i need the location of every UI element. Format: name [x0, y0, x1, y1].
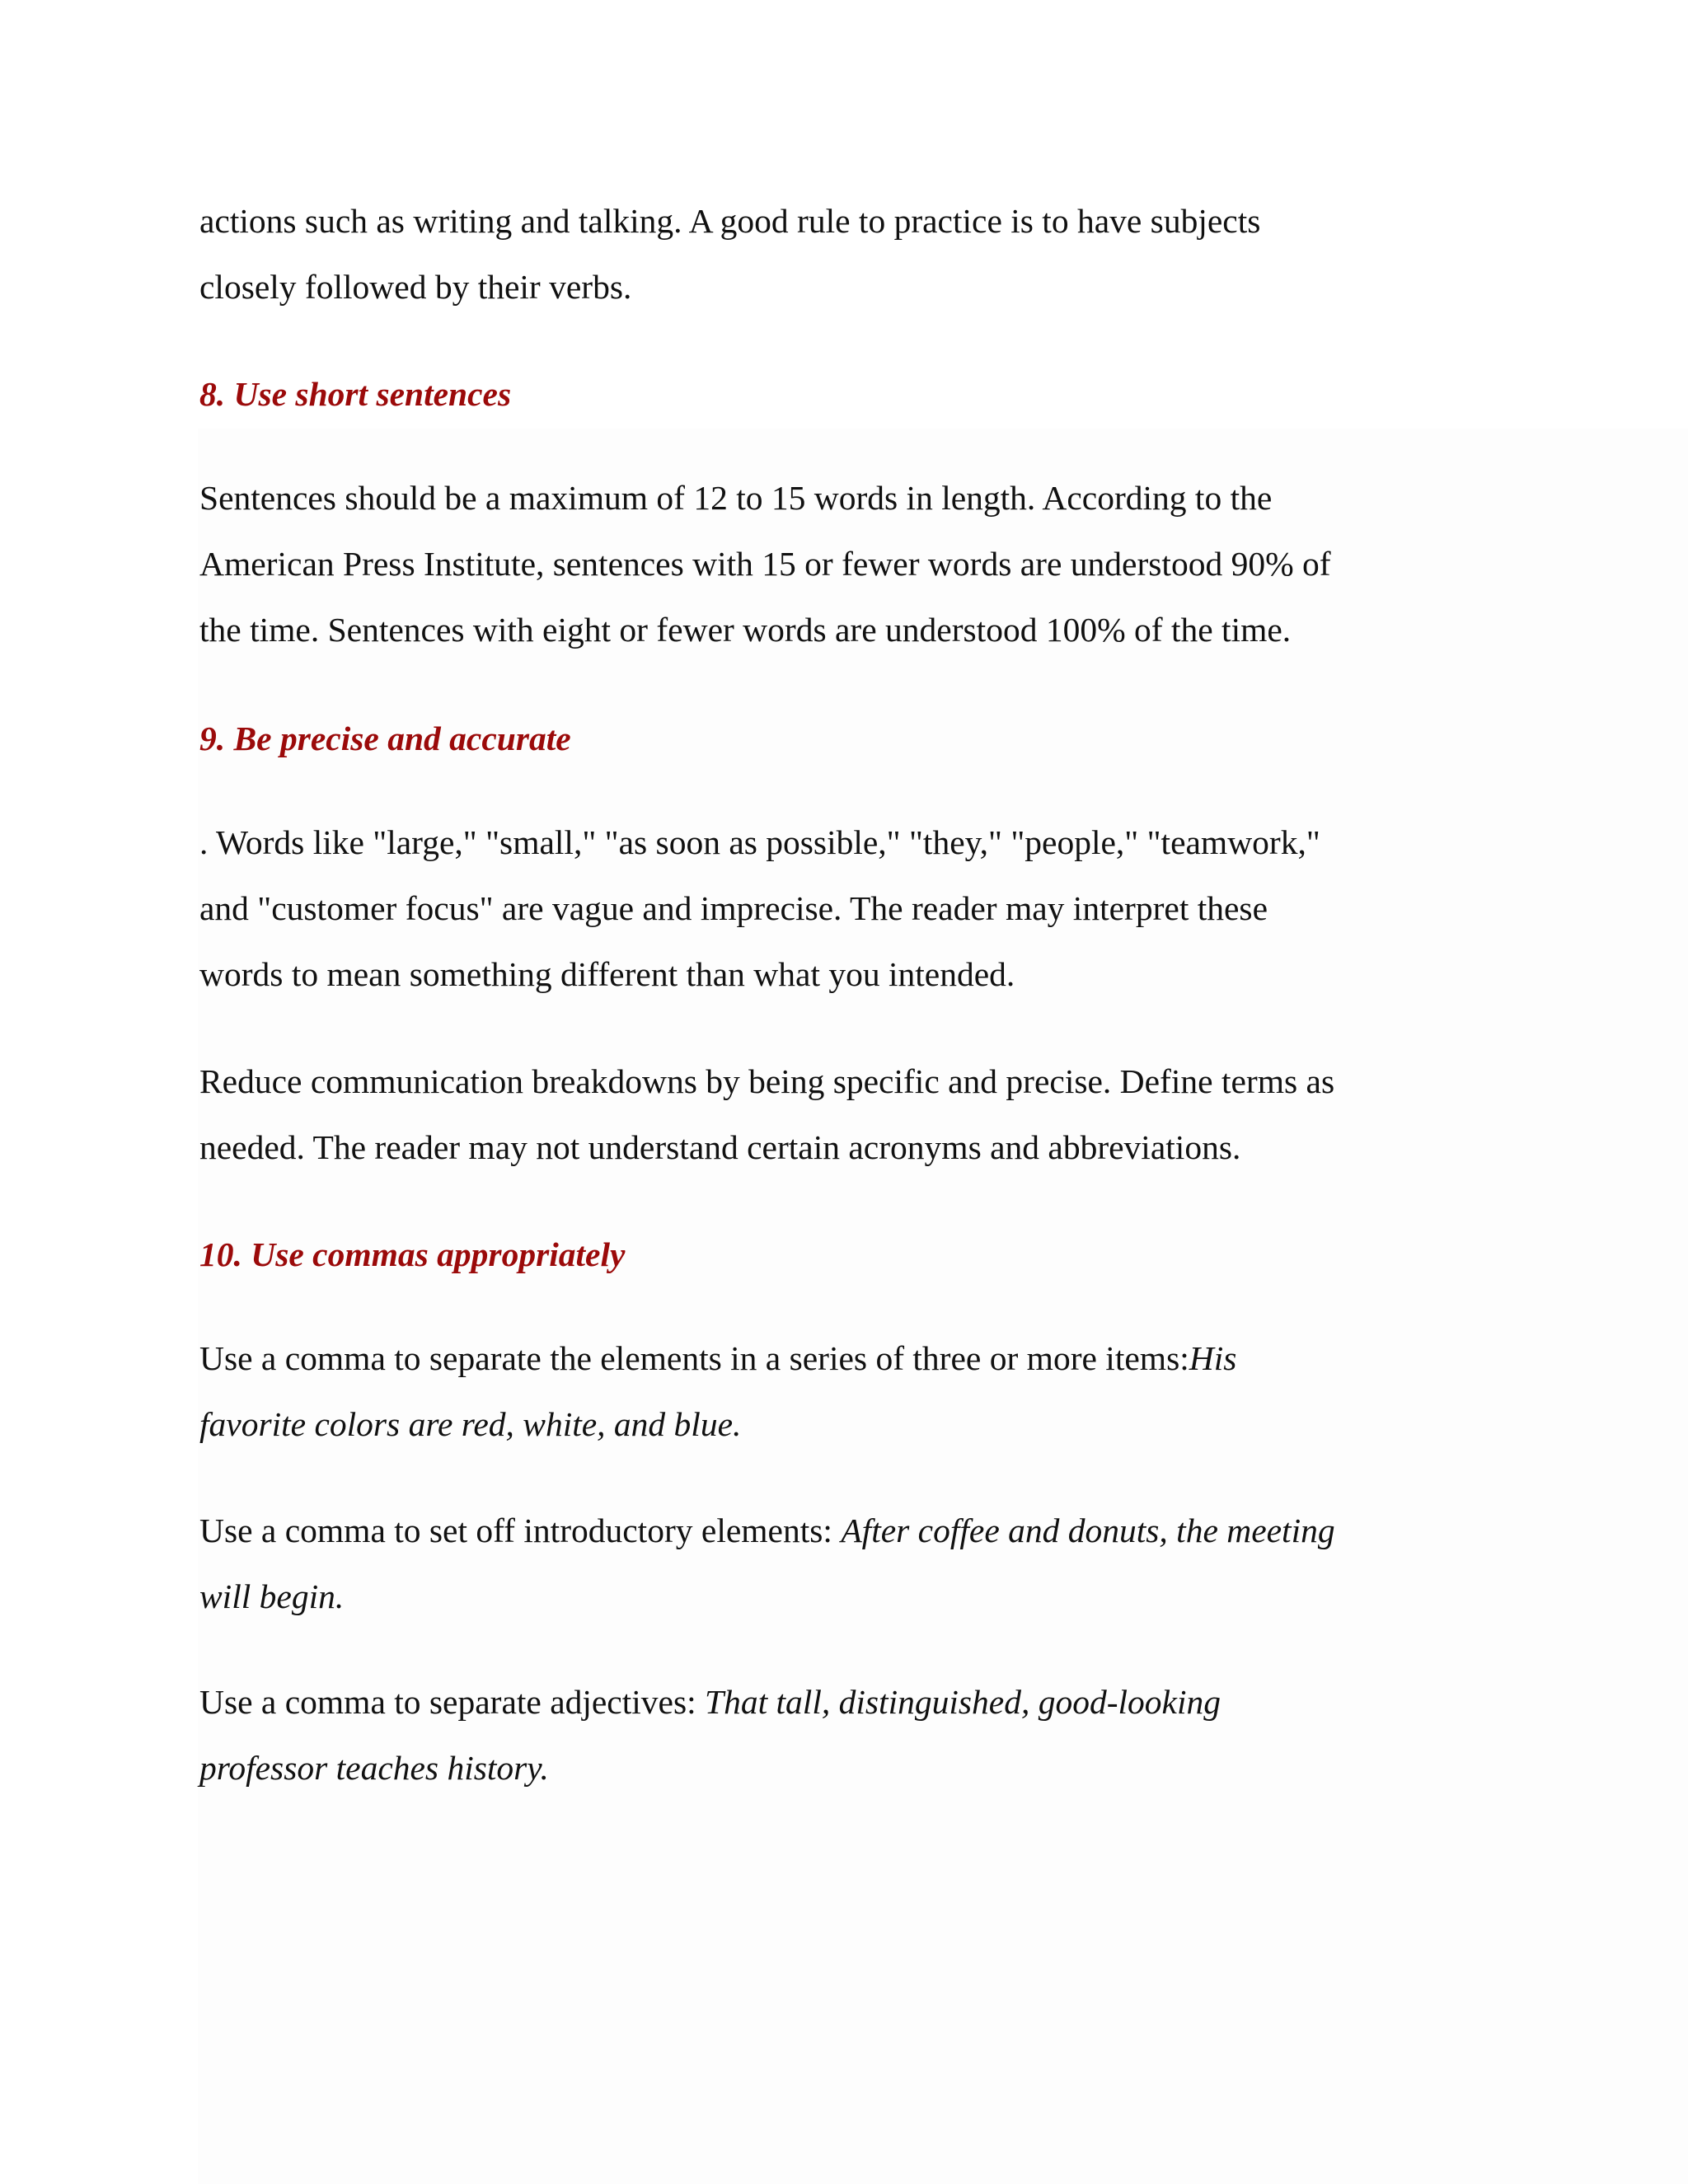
comma-rule-1 — [199, 1325, 1236, 1457]
comma-rule-1-example-end: favorite colors are red, white, and blue. — [199, 1405, 742, 1443]
comma-rule-2-example-start: After coffee and donuts, the meeting — [841, 1511, 1335, 1549]
section-9-heading: 9. Be precise and accurate — [199, 719, 571, 757]
comma-rule-2-line-1 — [199, 1497, 1335, 1563]
section-9-p1-line-1: . Words like "large," "small," "as soon as possible," "they," "people," "teamwork," — [199, 823, 1320, 861]
section-9-p1-line-3: words to mean something different than what you intended. — [199, 955, 1015, 993]
section-9-p2-line-2: needed. The reader may not understand certain acronyms and abbreviations. — [199, 1128, 1241, 1166]
section-8-line-1: Sentences should be a maximum of 12 to 15 words in length. According to the — [199, 479, 1273, 517]
intro-line-2: closely followed by their verbs. — [199, 268, 632, 306]
section-8-heading: 8. Use short sentences — [199, 375, 512, 413]
comma-rule-3-example-end: professor teaches history. — [199, 1749, 549, 1787]
comma-rule-2 — [199, 1497, 1335, 1629]
comma-rule-2-text: Use a comma to set off introductory elements: — [199, 1511, 842, 1549]
comma-rule-3-text: Use a comma to separate adjectives: — [199, 1683, 706, 1721]
comma-rule-1-line-1 — [199, 1325, 1236, 1391]
intro-line-1: actions such as writing and talking. A good rule to practice is to have subjects — [199, 202, 1261, 240]
comma-rule-1-text: Use a comma to separate the elements in a series of three or more items: — [199, 1339, 1189, 1377]
section-8-line-2: American Press Institute, sentences with 15 or fewer words are understood 90% of — [199, 545, 1331, 583]
section-9-p2-line-1: Reduce communication breakdowns by being specific and precise. Define terms as — [199, 1062, 1335, 1100]
comma-rule-3-example-start: That tall, distinguished, good-looking — [705, 1683, 1221, 1721]
comma-rule-1-example-start: His — [1189, 1339, 1237, 1377]
comma-rule-2-example-end: will begin. — [199, 1577, 345, 1615]
comma-rule-3 — [199, 1669, 1221, 1801]
intro-paragraph — [199, 188, 1260, 320]
section-9-paragraph-2 — [199, 1048, 1334, 1180]
section-8-paragraph — [199, 465, 1331, 663]
section-9-paragraph-1 — [199, 809, 1320, 1007]
section-10-heading: 10. Use commas appropriately — [199, 1235, 626, 1273]
comma-rule-3-line-1 — [199, 1669, 1221, 1735]
section-9-p1-line-2: and "customer focus" are vague and imprecise. The reader may interpret these — [199, 889, 1268, 927]
section-8-line-3: the time. Sentences with eight or fewer words are understood 100% of the time. — [199, 611, 1292, 649]
page-background-panel — [198, 429, 1688, 2184]
